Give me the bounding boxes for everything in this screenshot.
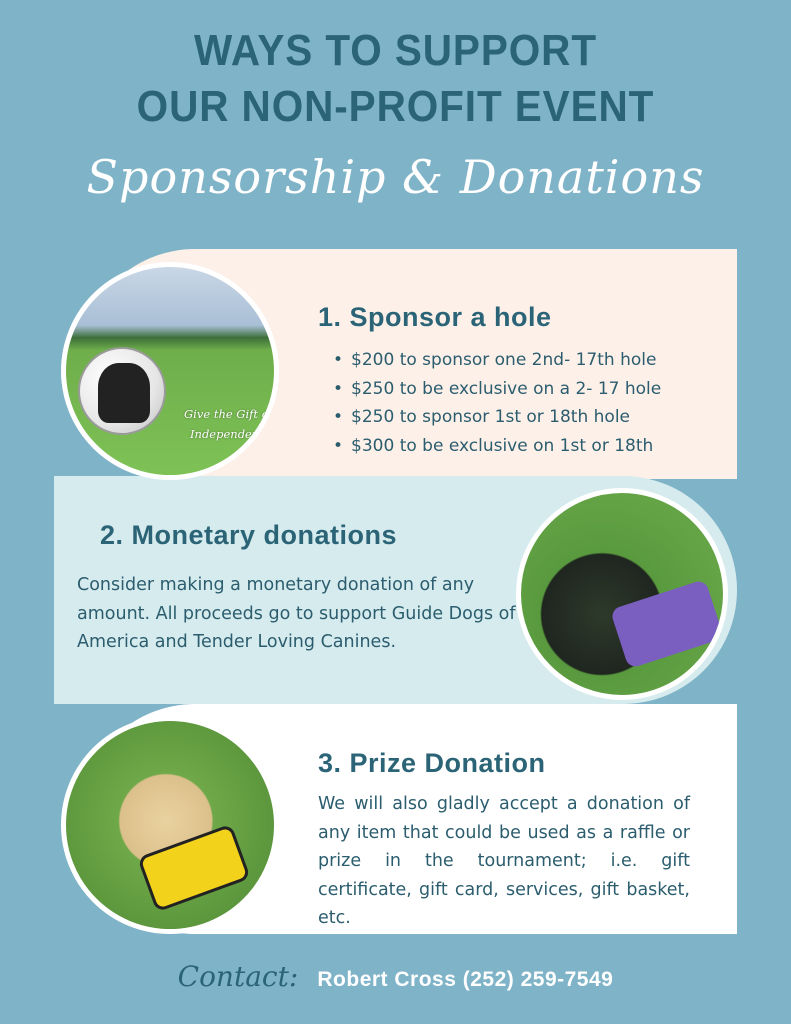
title-line-1: WAYS TO SUPPORT [194, 26, 597, 75]
list-item: • $200 to sponsor one 2nd- 17th hole [333, 346, 661, 375]
golf-ball-icon [78, 347, 166, 435]
sponsor-hole-heading: 1. Sponsor a hole [318, 302, 552, 332]
photo-caption-line-2: Independence [190, 427, 273, 441]
prize-donation-heading: 3. Prize Donation [318, 748, 546, 778]
golf-ball-photo [61, 262, 279, 480]
purple-vest-icon [610, 579, 724, 669]
monetary-donations-text: Consider making a monetary donation of any amount. All proceeds go to support Guide Dogs of America and Tender Loving Canines. [77, 575, 516, 652]
contact-name-phone: Robert Cross (252) 259-7549 [317, 968, 614, 991]
photo-caption-line-1: Give the Gift of [184, 407, 273, 421]
yellow-vest-icon [137, 824, 251, 913]
sponsor-options-list [333, 346, 661, 460]
black-dog-photo [516, 488, 728, 700]
list-item: • $250 to sponsor 1st or 18th hole [333, 403, 661, 432]
contact-label: Contact: [177, 960, 299, 993]
list-item: • $250 to be exclusive on a 2- 17 hole [333, 375, 661, 404]
list-item: • $300 to be exclusive on 1st or 18th [333, 432, 661, 461]
script-subtitle: Sponsorship & Donations [86, 150, 705, 204]
contact-line [0, 960, 791, 993]
guide-dog-logo-icon [98, 363, 150, 423]
title-line-2: OUR NON-PROFIT EVENT [136, 82, 655, 131]
prize-donation-text: We will also gladly accept a donation of any item that could be used as a raffle or prize in the tournament; i.e. gift certificate, gift card, services, gift basket, etc. [318, 794, 690, 928]
monetary-donations-heading: 2. Monetary donations [100, 520, 398, 550]
yellow-dog-photo [61, 716, 279, 934]
